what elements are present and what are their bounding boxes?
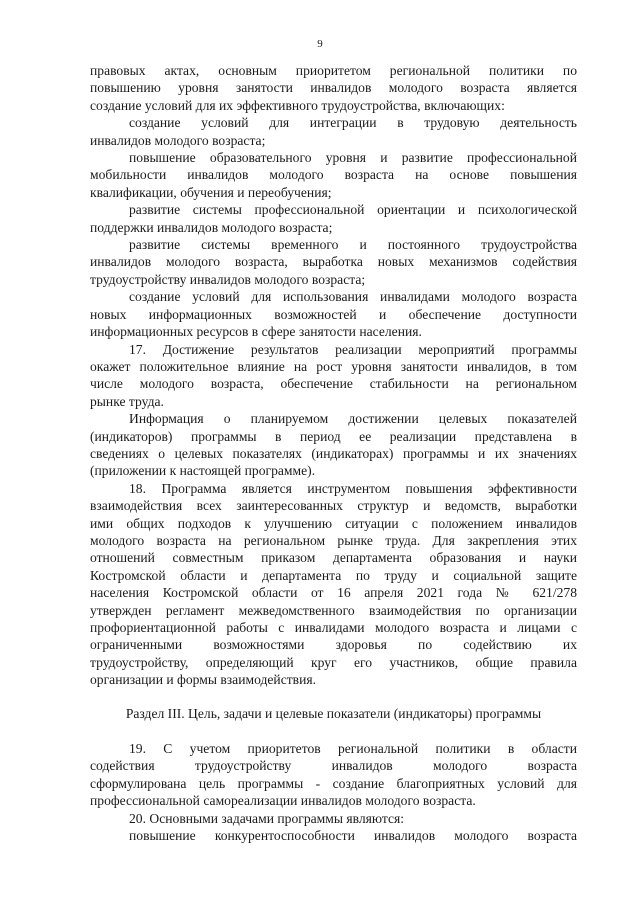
text-line: отношений совместным приказом департамента образования и науки [90,550,577,566]
body-text-block-2 [90,740,577,844]
text-line: информационных ресурсов в сфере занятости населения. [90,324,422,340]
text-line: профориентационной работы с инвалидами молодого возраста и лицами с [90,620,577,635]
text-line: повышение конкурентоспособности инвалидов молодого возраста [129,828,577,844]
text-line: рынке труда. [90,393,164,409]
text-line: развитие системы временного и постоянного трудоустройства [129,237,577,253]
text-line: создание условий для использования инвалидами молодого возраста [129,289,577,305]
text-line: ограниченными возможностями здоровья по содействию их [90,637,577,653]
text-line: сформулирована цель программы - создание благоприятных условий для [90,775,577,791]
text-line: инвалидов молодого возраста, выработка новых механизмов содействия [90,254,577,270]
page-number: 9 [317,38,323,50]
text-line: 19. С учетом приоритетов региональной политики в области [129,741,577,756]
text-line: мобильности инвалидов молодого возраста на основе повышения [90,167,577,183]
text-line: 20. Основными задачами программы являются: [129,810,405,826]
text-line: правовых актах, основным приоритетом региональной политики по [90,63,577,78]
text-line: повышение образовательного уровня и развитие профессиональной [129,150,577,166]
text-line: профессиональной самореализации инвалидов молодого возраста. [90,793,476,809]
text-line: 17. Достижение результатов реализации мероприятий программы [129,341,577,357]
text-line: трудоустройству инвалидов молодого возраста; [90,271,366,287]
text-line: окажет положительное влияние на рост уровня занятости инвалидов, в том [90,358,577,374]
text-line: ими общих подходов к улучшению ситуации с положением инвалидов [90,515,577,531]
section-heading: Раздел III. Цель, задачи и целевые показатели (индикаторы) программы [125,706,542,721]
text-line: Костромской области и департамента по труду и социальной защите [90,567,577,583]
body-text-block-1 [90,62,577,689]
text-line: создание условий для интеграции в трудовую деятельность [129,115,577,131]
text-line: молодого возраста на региональном рынке труда. Для закрепления этих [90,532,577,548]
text-line: числе молодого возраста, обеспечение стабильности на региональном [90,376,577,392]
text-line: (приложении к настоящей программе). [90,463,316,479]
text-line: инвалидов молодого возраста; [90,132,266,148]
text-line: повышению уровня занятости инвалидов молодого возраста является [90,80,577,96]
text-line: поддержки инвалидов молодого возраста; [90,219,333,235]
text-line: развитие системы профессиональной ориентации и психологической [129,202,577,218]
text-line: сведениях о целевых показателях (индикаторах) программы и их значениях [90,445,577,461]
text-line: 18. Программа является инструментом повышения эффективности [129,480,577,496]
text-line: новых информационных возможностей и обеспечение доступности [90,306,577,322]
text-line: (индикаторов) программы в период ее реализации представлена в [90,428,577,444]
text-line: населения Костромской области от 16 апреля 2021 года № 621/278 [90,585,577,601]
text-line: содействия трудоустройству инвалидов молодого возраста [90,758,577,774]
text-line: трудоустройству, определяющий круг его участников, общие правила [90,654,577,670]
text-line: организации и формы взаимодействия. [90,672,317,688]
text-line: взаимодействия всех заинтересованных структур и ведомств, выработки [90,498,577,514]
text-line: Информация о планируемом достижении целевых показателей [129,411,577,427]
text-line: квалификации, обучения и переобучения; [90,184,332,200]
text-line: создание условий для их эффективного трудоустройства, включающих: [90,97,505,113]
text-line: утвержден регламент межведомственного взаимодействия по организации [90,602,577,618]
